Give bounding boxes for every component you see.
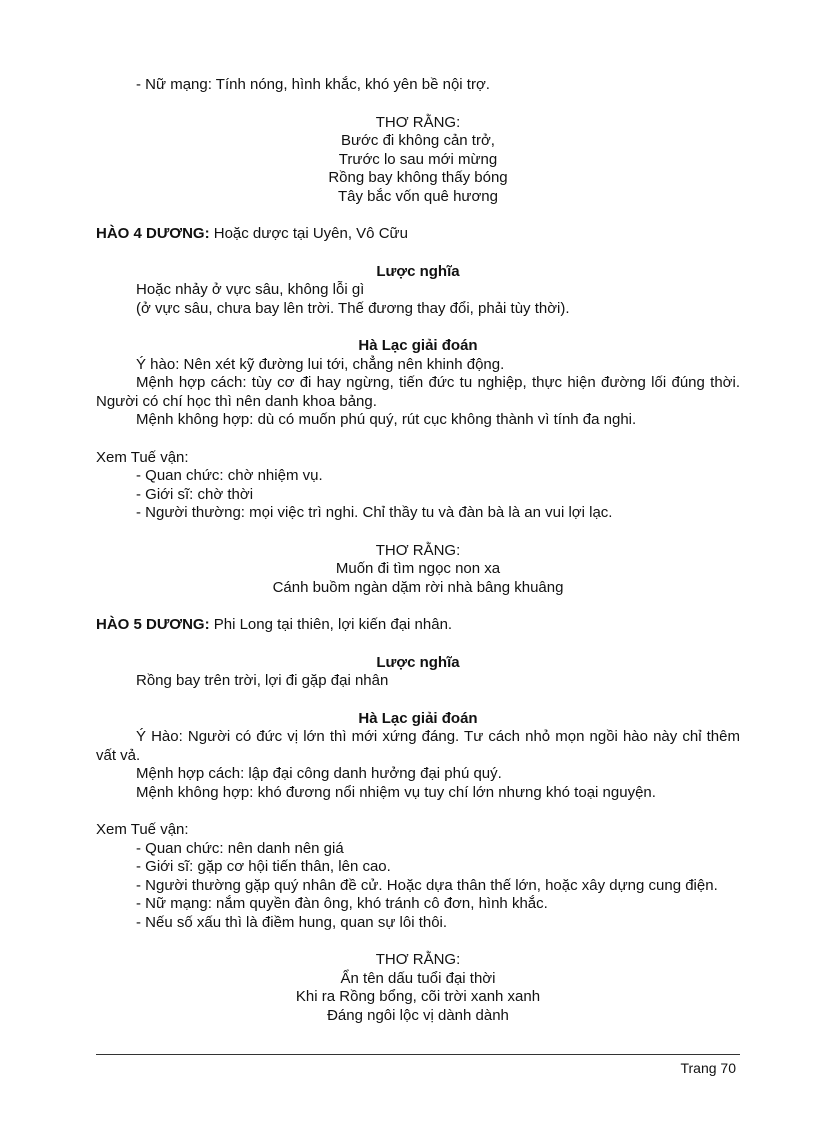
hao5-giai-heading: Hà Lạc giải đoán <box>358 709 478 727</box>
hao4-text: Hoặc dược tại Uyên, Vô Cữu <box>209 225 408 242</box>
hao5-poem-line: Khi ra Rồng bổng, cõi trời xanh xanh <box>295 988 541 1005</box>
hao5-luoc-heading: Lược nghĩa <box>376 653 460 671</box>
hao4-poem-line: Cánh buồm ngàn dặm rời nhà bâng khuâng <box>272 578 564 596</box>
hao4-xem-item: - Người thường: mọi việc trì nghi. Chỉ thầy tu và đàn bà là an vui lợi lạc. <box>136 504 613 521</box>
poem-line: Rồng bay không thấy bóng <box>328 169 508 186</box>
hao5-poem-line: Đáng ngôi lộc vị dành dành <box>327 1006 509 1024</box>
hao4-xem-item: - Giới sĩ: chờ thời <box>136 485 254 503</box>
hao4-y-hao: Ý hào: Nên xét kỹ đường lui tới, chẳng nên khinh động. <box>136 355 505 373</box>
hao5-xem-item: - Nếu số xấu thì là điềm hung, quan sự lôi thôi. <box>136 913 448 931</box>
hao5-text: Phi Long tại thiên, lợi kiến đại nhân. <box>209 616 453 633</box>
hao5-menh-khong-hop: Mệnh không hợp: khó đương nổi nhiệm vụ tuy chí lớn nhưng khó toại nguyện. <box>136 783 656 801</box>
intro-line: - Nữ mạng: Tính nóng, hình khắc, khó yên bề nội trợ. <box>136 76 490 93</box>
hao4-xem-item: - Quan chức: chờ nhiệm vụ. <box>136 467 323 484</box>
poem-line: Bước đi không cản trở, <box>341 132 495 149</box>
hao4-poem-heading: THƠ RẰNG: <box>375 541 461 559</box>
poem-1 <box>96 114 740 207</box>
hao4-menh-khong-hop: Mệnh không hợp: dù có muốn phú quý, rút cục không thành vì tính đa nghi. <box>136 411 637 428</box>
hao4-luoc-line: Hoặc nhảy ở vực sâu, không lỗi gì <box>136 281 365 298</box>
hao5-menh-hop: Mệnh hợp cách: lập đại công danh hưởng đại phú quý. <box>136 765 502 782</box>
poem-line: Tây bắc vốn quê hương <box>338 187 498 205</box>
poem-heading: THƠ RẰNG: <box>375 113 461 131</box>
hao5-title: HÀO 5 DƯƠNG: <box>96 616 210 633</box>
page-number: Trang 70 <box>680 1060 736 1076</box>
hao5-poem-heading: THƠ RẰNG: <box>375 951 461 968</box>
hao5-luoc-line: Rồng bay trên trời, lợi đi gặp đại nhân <box>136 672 389 689</box>
hao4-xem: Xem Tuế vận: <box>96 448 189 466</box>
footer-divider <box>96 1054 740 1055</box>
hao5-xem-item: - Quan chức: nên danh nên giá <box>136 839 344 857</box>
hao5-poem-line: Ẩn tên dấu tuổi đại thời <box>340 969 496 987</box>
hao5-heading <box>96 616 740 635</box>
hao4-giai-heading: Hà Lạc giải đoán <box>358 337 478 354</box>
hao5-y-hao: Ý Hào: Người có đức vị lớn thì mới xứng đáng. Tư cách nhỏ mọn ngồi hào này chỉ thêm vất vả. <box>96 728 740 764</box>
document-page <box>96 76 740 1025</box>
hao4-menh-hop: Mệnh hợp cách: tùy cơ đi hay ngừng, tiến đức tu nghiệp, thực hiện đường lối đúng thời. Người có chí học thì nên danh khoa bảng. <box>96 374 740 410</box>
hao4-luoc-line: (ở vực sâu, chưa bay lên trời. Thế đương thay đổi, phải tùy thời). <box>136 299 570 317</box>
hao4-poem-line: Muốn đi tìm ngọc non xa <box>335 560 501 577</box>
hao5-xem-item: - Nữ mạng: nắm quyền đàn ông, khó tránh cô đơn, hình khắc. <box>136 895 548 912</box>
hao5-xem: Xem Tuế vận: <box>96 821 189 838</box>
hao5-xem-item: - Người thường gặp quý nhân đề cử. Hoặc dựa thân thế lớn, hoặc xây dựng cung điện. <box>136 876 718 894</box>
hao5-xem-item: - Giới sĩ: gặp cơ hội tiến thân, lên cao. <box>136 858 391 875</box>
hao4-heading <box>96 225 740 244</box>
hao4-luoc-heading: Lược nghĩa <box>376 262 460 280</box>
poem-line: Trước lo sau mới mừng <box>338 150 498 168</box>
hao4-title: HÀO 4 DƯƠNG: <box>96 225 210 242</box>
